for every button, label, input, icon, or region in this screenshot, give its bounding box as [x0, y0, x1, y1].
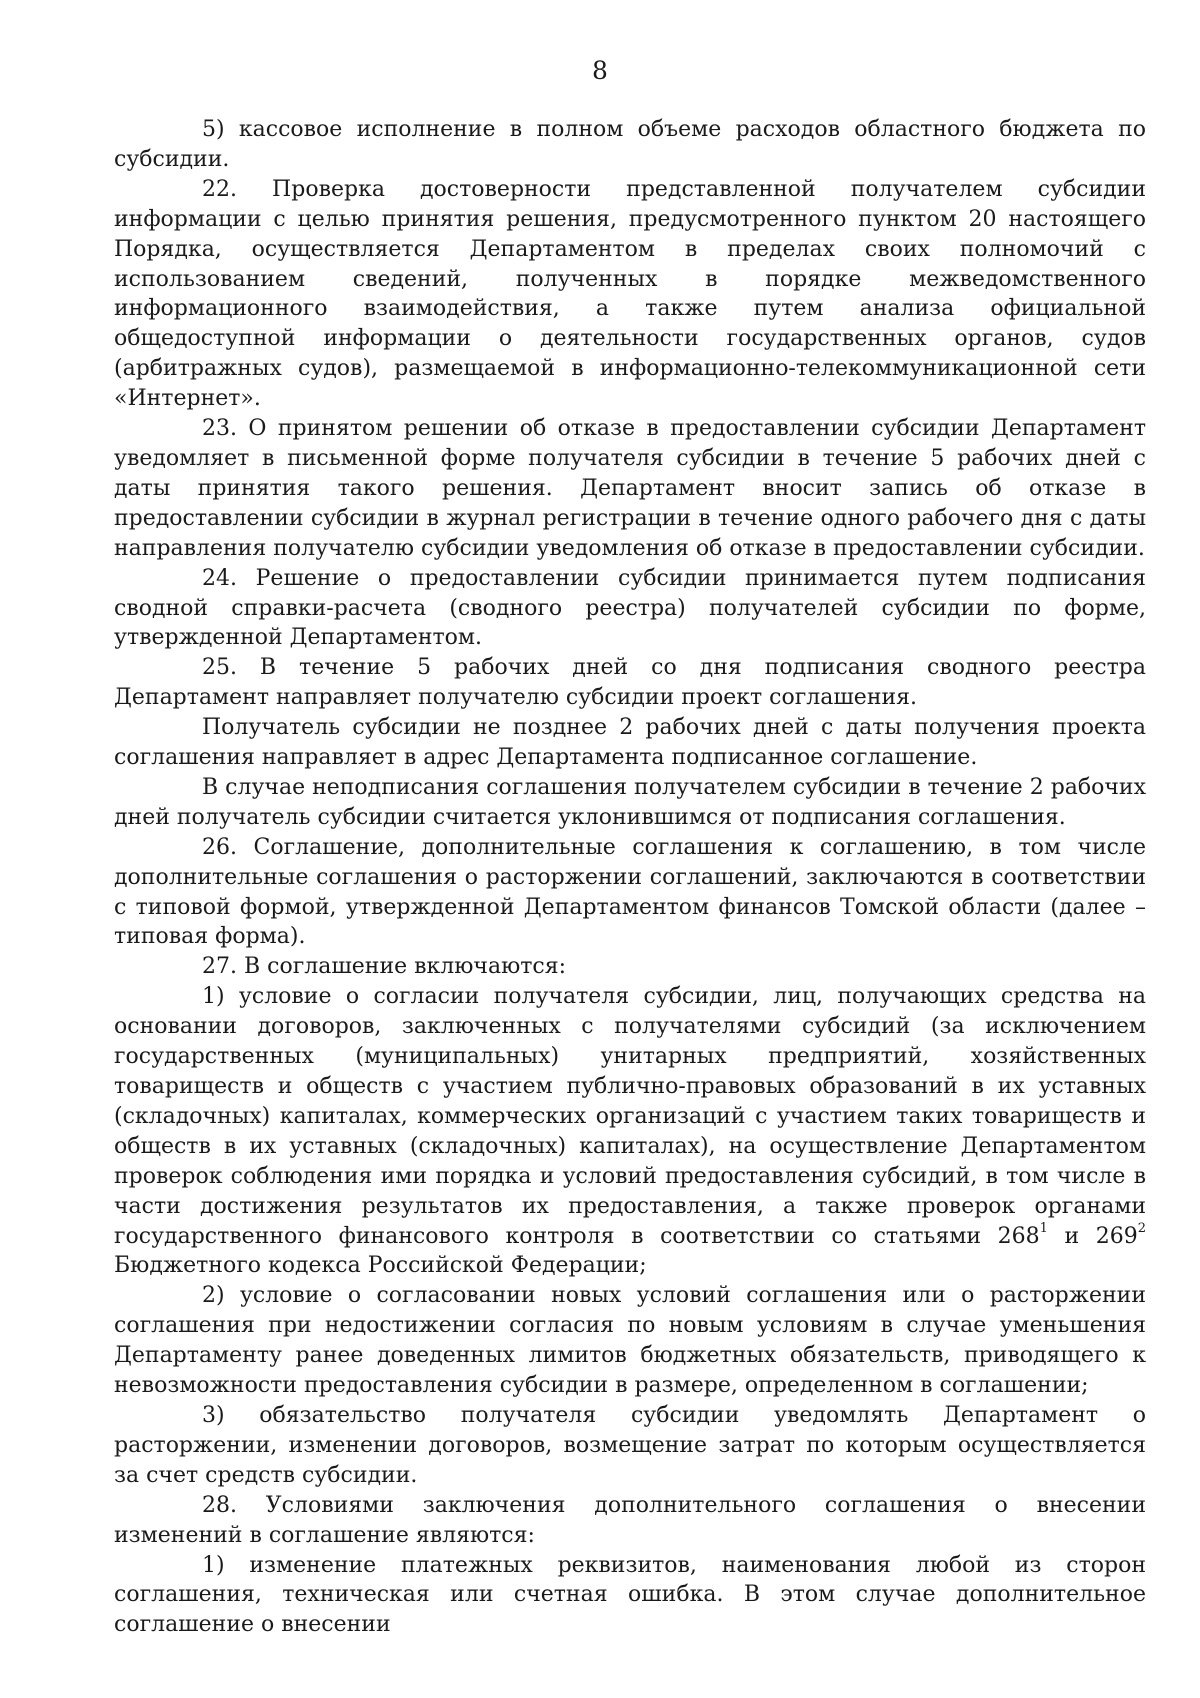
- paragraph-non-signing: В случае неподписания соглашения получателем субсидии в течение 2 рабочих дней получатель субсидии считается уклонившимся от подписания соглашения.: [114, 774, 1146, 830]
- paragraph-27-included-terms: 27. В соглашение включаются:: [202, 954, 566, 980]
- paragraph-27-3-notification: 3) обязательство получателя субсидии уведомлять Департамент о расторжении, изменении договоров, возмещение затрат по которым осуществляется за счет средств субсидии.: [114, 1402, 1146, 1488]
- consent-text-part-a: 1) условие о согласии получателя субсидии, лиц, получающих средства на основании договоров, заключенных с получателями субсидий (за исключением государственных (муниципальных) унитарных предприятий, хозяйственных товариществ и обществ с участием публично-правовых образований в их уставных (складочных) капиталах, коммерческих организаций с участием таких товариществ и обществ в их уставных (складочных) капиталах), на осуществление Департаментом проверок соблюдения ими порядка и условий предоставления субсидий, в том числе в части достижения результатов их предоставления, а также проверок органами государственного финансового контроля в соответствии со статьями 268: [114, 984, 1146, 1249]
- paragraph-28-amendment-conditions: 28. Условиями заключения дополнительного соглашения о внесении изменений в соглашение являются:: [114, 1492, 1146, 1548]
- paragraph-26-standard-form: 26. Соглашение, дополнительные соглашения к соглашению, в том числе дополнительные соглашения о расторжении соглашений, заключаются в соответствии с типовой формой, утвержденной Департаментом финансов Томской области (далее – типовая форма).: [114, 834, 1146, 950]
- paragraph-5-cash-execution: 5) кассовое исполнение в полном объеме расходов областного бюджета по субсидии.: [114, 117, 1146, 172]
- paragraph-24-decision: 24. Решение о предоставлении субсидии принимается путем подписания сводной справки-расчета (сводного реестра) получателей субсидии по форме, утвержденной Департаментом.: [114, 565, 1146, 651]
- paragraph-23-refusal-notice: 23. О принятом решении об отказе в предоставлении субсидии Департамент уведомляет в письменной форме получателя субсидии в течение 5 рабочих дней с даты принятия такого решения. Департамент вносит запись об отказе в предоставлении субсидии в журнал регистрации в течение одного рабочего дня с даты направления получателю субсидии уведомления об отказе в предоставлении субсидии.: [114, 416, 1146, 561]
- paragraph-28-1-payment-details: 1) изменение платежных реквизитов, наименования любой из сторон соглашения, техническая или счетная ошибка. В этом случае дополнительное соглашение о внесении: [114, 1552, 1146, 1638]
- page-number: 8: [592, 56, 608, 85]
- article-269-superscript: 2: [1137, 1220, 1146, 1236]
- paragraph-25-draft-agreement: 25. В течение 5 рабочих дней со дня подписания сводного реестра Департамент направляет получателю субсидии проект соглашения.: [114, 655, 1146, 711]
- paragraph-recipient-signing: Получатель субсидии не позднее 2 рабочих дней с даты получения проекта соглашения направляет в адрес Департамента подписанное соглашение.: [114, 715, 1146, 771]
- document-body: [114, 115, 1146, 1640]
- paragraph-27-2-renegotiation: 2) условие о согласовании новых условий соглашения или о расторжении соглашения при недостижении согласия по новым условиям в случае уменьшения Департаменту ранее доведенных лимитов бюджетных обязательств, приводящего к невозможности предоставления субсидии в размере, определенном в соглашении;: [114, 1283, 1146, 1399]
- paragraph-27-1-consent: [114, 982, 1146, 1281]
- consent-text-part-c: Бюджетного кодекса Российской Федерации;: [114, 1253, 647, 1279]
- article-268-superscript: 1: [1039, 1220, 1048, 1236]
- consent-text-part-b: и 269: [1047, 1223, 1138, 1249]
- paragraph-22-verification: 22. Проверка достоверности представленной получателем субсидии информации с целью принятия решения, предусмотренного пунктом 20 настоящего Порядка, осуществляется Департаментом в пределах своих полномочий с использованием сведений, полученных в порядке межведомственного информационного взаимодействия, а также путем анализа официальной общедоступной информации о деятельности государственных органов, судов (арбитражных судов), размещаемой в информационно-телекоммуникационной сети «Интернет».: [114, 176, 1146, 412]
